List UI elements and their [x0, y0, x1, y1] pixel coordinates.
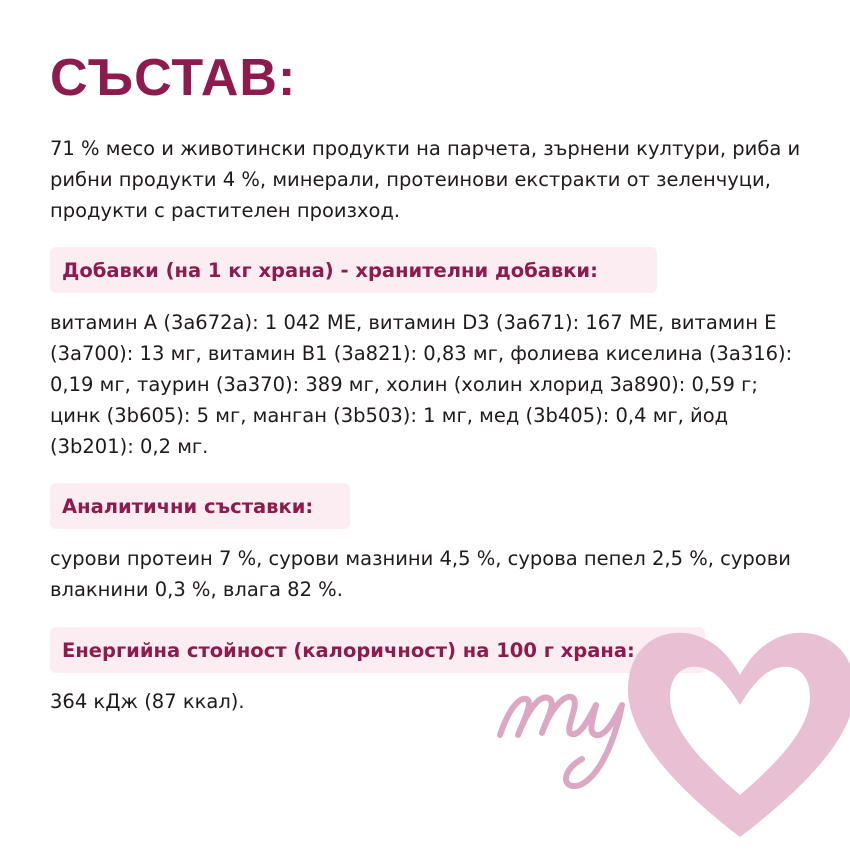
page-title: СЪСТАВ:: [50, 49, 297, 107]
my-heart-logo: [470, 605, 850, 850]
energy-heading: Енергийна стойност (калоричност) на 100 г храна:: [50, 627, 705, 673]
heart-icon: [628, 633, 850, 837]
my-script-logo: [500, 697, 622, 786]
analytical-text: сурови протеин 7 %, сурови мазнини 4,5 %, сурова пепел 2,5 %, сурови влакнини 0,3 %, влага 82 %.: [50, 547, 791, 601]
energy-text: 364 кДж (87 ккал).: [50, 690, 245, 713]
additives-heading: Добавки (на 1 кг храна) - хранителни добавки:: [50, 247, 657, 293]
analytical-heading: Аналитични съставки:: [50, 483, 350, 529]
additives-text: витамин А (3а672а): 1 042 МЕ, витамин D3 (3а671): 167 МЕ, витамин Е (3а700): 13 мг, витамин В1 (3а821): 0,83 мг, фолиева киселина (3а316): 0,19 мг, таурин (3а370): 389 мг, холин (холин хлорид 3а890): 0,59 г; цинк (3b605): 5 мг, манган (3b503): 1 мг, мед (3b405): 0,4 мг, йод (3b201): 0,2 мг.: [50, 311, 793, 458]
composition-text: 71 % месо и животински продукти на парчета, зърнени култури, риба и рибни продукти 4 %, минерали, протеинови екстракти от зеленчуци, продукти с растителен произход.: [50, 137, 801, 222]
